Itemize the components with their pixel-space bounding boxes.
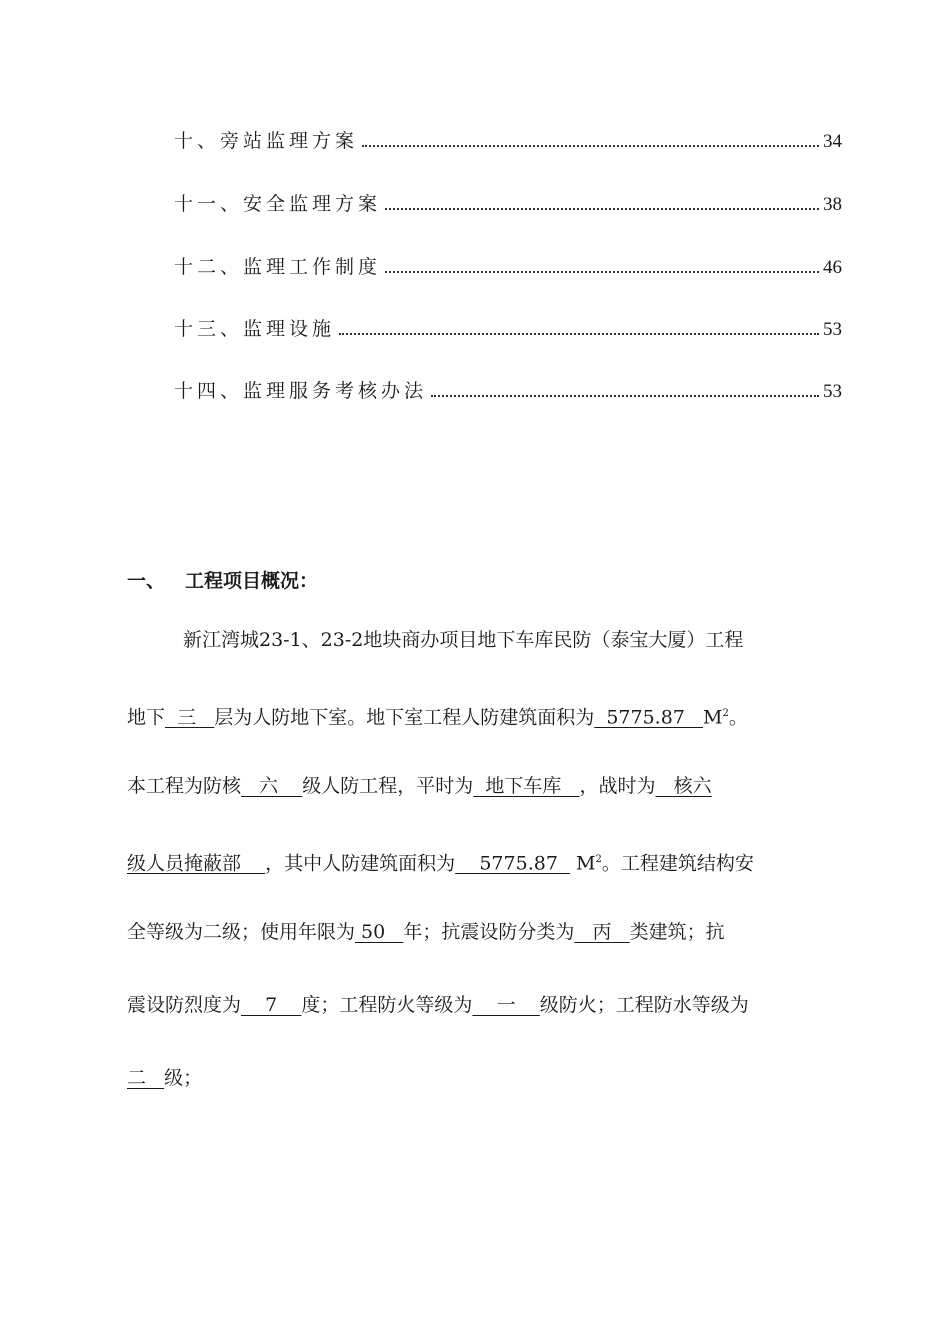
text-run: 本工程为防核 六 级人防工程，平时为 地下车库 ，战时为 核六 — [127, 775, 712, 797]
section-title: 工程项目概况： — [185, 570, 319, 592]
section-number: 一、 — [127, 570, 166, 592]
toc-page: 38 — [823, 194, 842, 215]
toc-leader — [431, 394, 819, 397]
toc-title: 十二、监理工作制度 — [174, 256, 382, 278]
toc-title: 十四、监理服务考核办法 — [174, 380, 428, 402]
paragraph-line — [127, 750, 842, 823]
paragraph-line — [127, 969, 842, 1042]
toc-row-12[interactable] — [174, 249, 842, 279]
toc-page: 46 — [823, 257, 842, 278]
toc-page: 34 — [823, 131, 842, 152]
toc-leader — [385, 207, 819, 210]
toc-row-14[interactable] — [174, 373, 842, 403]
paragraph-line — [127, 604, 842, 677]
toc-page: 53 — [823, 319, 842, 340]
text-run: 震设防烈度为 7 度；工程防火等级为 一 级防火；工程防水等级为 — [127, 994, 749, 1016]
toc-row-13[interactable] — [174, 311, 842, 341]
toc-row-10[interactable] — [174, 123, 842, 153]
toc-leader — [339, 332, 819, 335]
text-run: 新江湾城23-1、23-2地块商办项目地下车库民防（泰宝大厦）工程 — [183, 629, 744, 651]
toc-title: 十三、监理设施 — [174, 318, 336, 340]
toc-title: 十一、安全监理方案 — [174, 193, 382, 215]
project-overview-paragraph — [127, 604, 842, 1115]
paragraph-line — [127, 677, 842, 750]
toc-row-11[interactable] — [174, 186, 842, 216]
toc-leader — [385, 270, 819, 273]
paragraph-line — [127, 1042, 842, 1115]
paragraph-line — [127, 896, 842, 969]
paragraph-line — [127, 823, 842, 896]
text-run: 级人员掩蔽部 ，其中人防建筑面积为 5775.87 $M^2$。工程建筑结构安 — [127, 852, 754, 875]
text-run: 二 级； — [127, 1067, 203, 1089]
toc-page: 53 — [823, 381, 842, 402]
section-heading — [127, 566, 318, 593]
toc-title: 十、旁站监理方案 — [174, 130, 359, 152]
text-run: 地下 三 层为人防地下室。地下室工程人防建筑面积为 5775.87 $M^2$。 — [127, 706, 748, 729]
toc-leader — [362, 144, 819, 147]
text-run: 全等级为二级；使用年限为 50 年；抗震设防分类为 丙 类建筑；抗 — [127, 921, 725, 943]
